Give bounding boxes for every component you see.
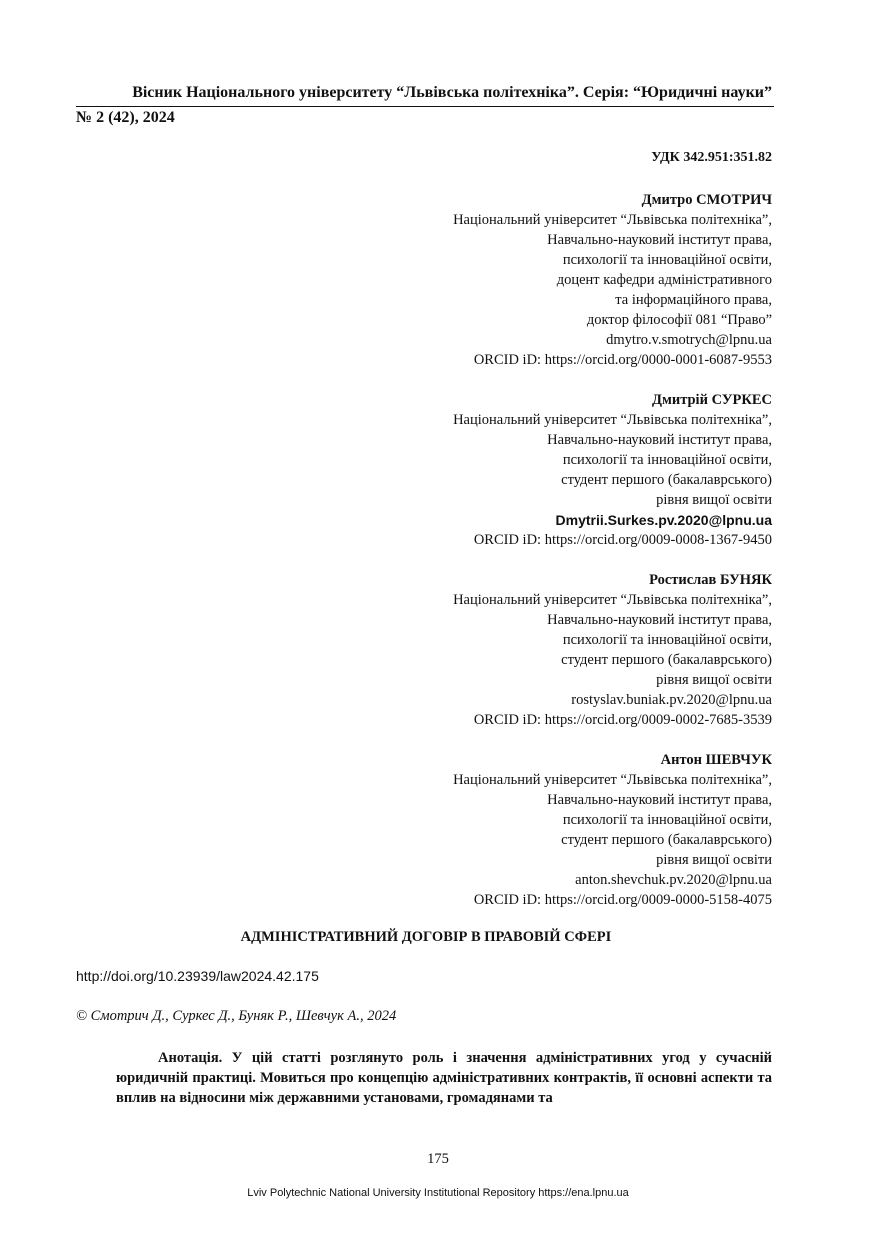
page-number: 175 <box>427 1151 449 1167</box>
author-affiliation-line: психології та інноваційної освіти, <box>562 632 772 648</box>
header-rule <box>76 106 774 107</box>
author-name: Ростислав БУНЯК <box>649 572 772 588</box>
author-affiliation-line: Національний університет “Львівська політехніка”, <box>453 772 772 788</box>
author-orcid[interactable]: ORCID iD: https://orcid.org/0009-0000-5158-4075 <box>473 892 772 908</box>
author-affiliation-line: психології та інноваційної освіти, <box>562 452 772 468</box>
abstract <box>116 1048 772 1108</box>
author-orcid[interactable]: ORCID iD: https://orcid.org/0000-0001-6087-9553 <box>473 352 772 368</box>
author-1 <box>252 190 772 370</box>
author-name: Антон ШЕВЧУК <box>660 752 772 768</box>
author-affiliation-line: доктор філософії 081 “Право” <box>586 312 772 328</box>
author-affiliation-line: Навчально-науковий інститут права, <box>547 232 772 248</box>
author-affiliation-line: Національний університет “Львівська політехніка”, <box>453 592 772 608</box>
author-email[interactable]: Dmytrii.Surkes.pv.2020@lpnu.ua <box>555 512 772 528</box>
doi-link[interactable]: http://doi.org/10.23939/law2024.42.175 <box>76 968 319 984</box>
author-4 <box>252 750 772 910</box>
author-affiliation-line: рівня вищої освіти <box>656 672 772 688</box>
author-affiliation-line: рівня вищої освіти <box>656 492 772 508</box>
author-affiliation-line: та інформаційного права, <box>615 292 772 308</box>
author-affiliation-line: Навчально-науковий інститут права, <box>547 792 772 808</box>
journal-title: Вісник Національного університету “Львівська політехніка”. Серія: “Юридичні науки” <box>132 84 772 101</box>
author-affiliation-line: Навчально-науковий інститут права, <box>547 612 772 628</box>
author-affiliation-line: Національний університет “Львівська політехніка”, <box>453 212 772 228</box>
author-orcid[interactable]: ORCID iD: https://orcid.org/0009-0008-1367-9450 <box>473 532 772 548</box>
author-affiliation-line: психології та інноваційної освіти, <box>562 812 772 828</box>
abstract-text: Анотація. У цій статті розглянуто роль і значення адміністративних угод у сучасній юридичній практиці. Мовиться про концепцію адміністративних контрактів, її основні аспекти та вплив на відносини між державними установами, громадянами та <box>116 1050 772 1106</box>
article-title: АДМІНІСТРАТИВНИЙ ДОГОВІР В ПРАВОВІЙ СФЕРІ <box>240 929 612 945</box>
author-name: Дмитрій СУРКЕС <box>651 392 772 408</box>
author-affiliation-line: доцент кафедри адміністративного <box>556 272 772 288</box>
author-affiliation-line: Навчально-науковий інститут права, <box>547 432 772 448</box>
author-orcid[interactable]: ORCID iD: https://orcid.org/0009-0002-7685-3539 <box>473 712 772 728</box>
author-affiliation-line: студент першого (бакалаврського) <box>561 832 772 848</box>
udk-code: УДК 342.951:351.82 <box>651 150 772 165</box>
author-2 <box>252 390 772 550</box>
author-affiliation-line: рівня вищої освіти <box>656 852 772 868</box>
issue-number: № 2 (42), 2024 <box>76 109 175 126</box>
copyright-line: © Смотрич Д., Суркес Д., Буняк Р., Шевчук А., 2024 <box>76 1008 397 1024</box>
authors-block <box>252 190 772 930</box>
author-3 <box>252 570 772 730</box>
repository-footer: Lviv Polytechnic National University Institutional Repository https://ena.lpnu.ua <box>247 1187 629 1199</box>
author-affiliation-line: студент першого (бакалаврського) <box>561 472 772 488</box>
author-affiliation-line: Національний університет “Львівська політехніка”, <box>453 412 772 428</box>
author-email[interactable]: anton.shevchuk.pv.2020@lpnu.ua <box>575 872 772 888</box>
author-email[interactable]: dmytro.v.smotrych@lpnu.ua <box>606 332 772 348</box>
author-name: Дмитро СМОТРИЧ <box>641 192 772 208</box>
author-email[interactable]: rostyslav.buniak.pv.2020@lpnu.ua <box>571 692 772 708</box>
author-affiliation-line: психології та інноваційної освіти, <box>562 252 772 268</box>
author-affiliation-line: студент першого (бакалаврського) <box>561 652 772 668</box>
